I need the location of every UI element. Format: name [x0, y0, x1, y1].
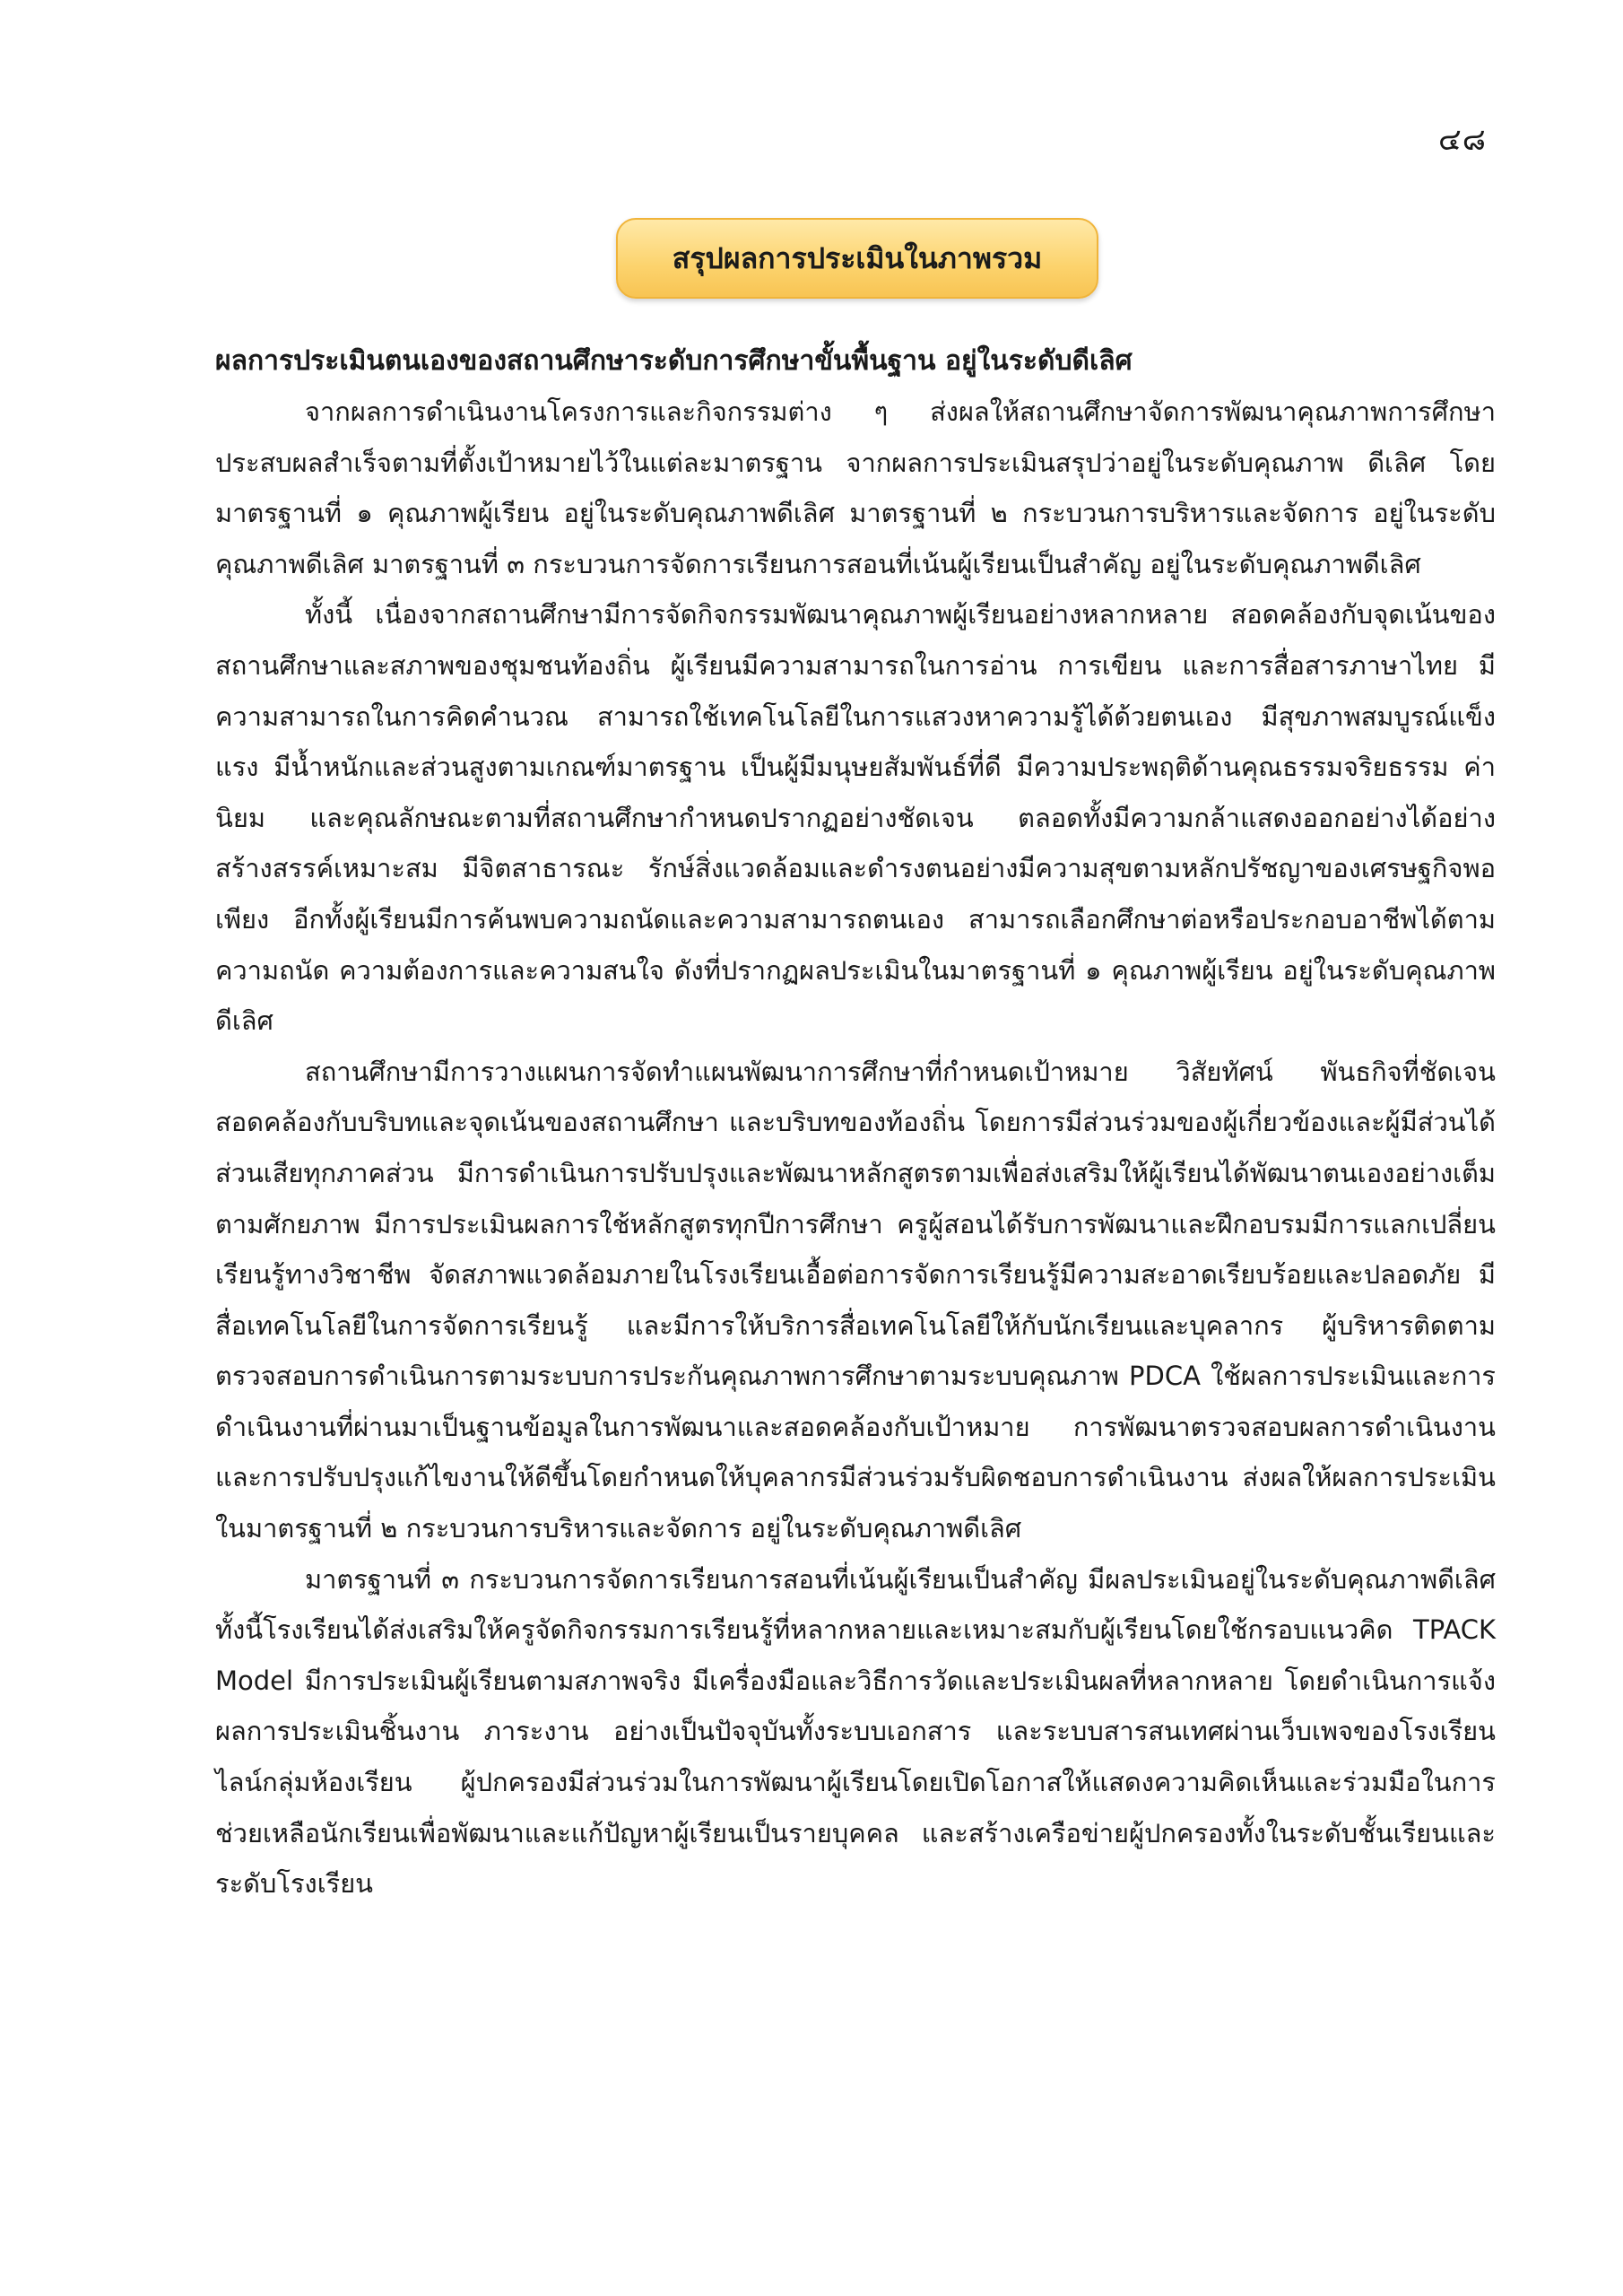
section-title-banner [616, 218, 1098, 299]
document-body [215, 336, 1496, 1909]
summary-heading: ผลการประเมินตนเองของสถานศึกษาระดับการศึกษาขั้นพื้นฐาน อยู่ในระดับดีเลิศ [215, 345, 1133, 377]
paragraph-standard-1: ทั้งนี้ เนื่องจากสถานศึกษามีการจัดกิจกรรมพัฒนาคุณภาพผู้เรียนอย่างหลากหลาย สอดคล้องกับจุดเน้นของสถานศึกษาและสภาพของชุมชนท้องถิ่น ผู้เรียนมีความสามารถในการอ่าน การเขียน และการสื่อสารภาษาไทย มีความสามารถในการคิดคำนวณ สามารถใช้เทคโนโลยีในการแสวงหาความรู้ได้ด้วยตนเอง มีสุขภาพสมบูรณ์แข็งแรง มีน้ำหนักและส่วนสูงตามเกณฑ์มาตรฐาน เป็นผู้มีมนุษยสัมพันธ์ที่ดี มีความประพฤติด้านคุณธรรมจริยธรรม ค่านิยม และคุณลักษณะตามที่สถานศึกษากำหนดปรากฏอย่างชัดเจน ตลอดทั้งมีความกล้าแสดงออกอย่างได้อย่างสร้างสรรค์เหมาะสม มีจิตสาธารณะ รักษ์สิ่งแวดล้อมและดำรงตนอย่างมีความสุขตามหลักปรัชญาของเศรษฐกิจพอเพียง อีกทั้งผู้เรียนมีการค้นพบความถนัดและความสามารถตนเอง สามารถเลือกศึกษาต่อหรือประกอบอาชีพได้ตามความถนัด ความต้องการและความสนใจ ดังที่ปรากฏผลประเมินในมาตรฐานที่ ๑ คุณภาพผู้เรียน อยู่ในระดับคุณภาพดีเลิศ [215, 599, 1496, 1037]
page-number: ๔๘ [1438, 122, 1487, 158]
section-title: สรุปผลการประเมินในภาพรวม [672, 240, 1043, 275]
paragraph-standard-3: มาตรฐานที่ ๓ กระบวนการจัดการเรียนการสอนที่เน้นผู้เรียนเป็นสำคัญ มีผลประเมินอยู่ในระดับคุณภาพดีเลิศ ทั้งนี้โรงเรียนได้ส่งเสริมให้ครูจัดกิจกรรมการเรียนรู้ที่หลากหลายและเหมาะสมกับผู้เรียนโดยใช้กรอบแนวคิด TPACK Model มีการประเมินผู้เรียนตามสภาพจริง มีเครื่องมือและวิธีการวัดและประเมินผลที่หลากหลาย โดยดำเนินการแจ้งผลการประเมินชิ้นงาน ภาระงาน อย่างเป็นปัจจุบันทั้งระบบเอกสาร และระบบสารสนเทศผ่านเว็บเพจของโรงเรียน ไลน์กลุ่มห้องเรียน ผู้ปกครองมีส่วนร่วมในการพัฒนาผู้เรียนโดยเปิดโอกาสให้แสดงความคิดเห็นและร่วมมือในการช่วยเหลือนักเรียนเพื่อพัฒนาและแก้ปัญหาผู้เรียนเป็นรายบุคคล และสร้างเครือข่ายผู้ปกครองทั้งในระดับชั้นเรียนและระดับโรงเรียน [215, 1563, 1496, 1900]
paragraph-overview: จากผลการดำเนินงานโครงการและกิจกรรมต่าง ๆ ส่งผลให้สถานศึกษาจัดการพัฒนาคุณภาพการศึกษาประสบผลสำเร็จตามที่ตั้งเป้าหมายไว้ในแต่ละมาตรฐาน จากผลการประเมินสรุปว่าอยู่ในระดับคุณภาพ ดีเลิศ โดยมาตรฐานที่ ๑ คุณภาพผู้เรียน อยู่ในระดับคุณภาพดีเลิศ มาตรฐานที่ ๒ กระบวนการบริหารและจัดการ อยู่ในระดับคุณภาพดีเลิศ มาตรฐานที่ ๓ กระบวนการจัดการเรียนการสอนที่เน้นผู้เรียนเป็นสำคัญ อยู่ในระดับคุณภาพดีเลิศ [215, 396, 1496, 579]
paragraph-standard-2: สถานศึกษามีการวางแผนการจัดทำแผนพัฒนาการศึกษาที่กำหนดเป้าหมาย วิสัยทัศน์ พันธกิจที่ชัดเจนสอดคล้องกับบริบทและจุดเน้นของสถานศึกษา และบริบทของท้องถิ่น โดยการมีส่วนร่วมของผู้เกี่ยวข้องและผู้มีส่วนได้ส่วนเสียทุกภาคส่วน มีการดำเนินการปรับปรุงและพัฒนาหลักสูตรตามเพื่อส่งเสริมให้ผู้เรียนได้พัฒนาตนเองอย่างเต็มตามศักยภาพ มีการประเมินผลการใช้หลักสูตรทุกปีการศึกษา ครูผู้สอนได้รับการพัฒนาและฝึกอบรมมีการแลกเปลี่ยนเรียนรู้ทางวิชาชีพ จัดสภาพแวดล้อมภายในโรงเรียนเอื้อต่อการจัดการเรียนรู้มีความสะอาดเรียบร้อยและปลอดภัย มีสื่อเทคโนโลยีในการจัดการเรียนรู้ และมีการให้บริการสื่อเทคโนโลยีให้กับนักเรียนและบุคลากร ผู้บริหารติดตาม ตรวจสอบการดำเนินการตามระบบการประกันคุณภาพการศึกษาตามระบบคุณภาพ PDCA ใช้ผลการประเมินและการดำเนินงานที่ผ่านมาเป็นฐานข้อมูลในการพัฒนาและสอดคล้องกับเป้าหมาย การพัฒนาตรวจสอบผลการดำเนินงาน และการปรับปรุงแก้ไขงานให้ดีขึ้นโดยกำหนดให้บุคลากรมีส่วนร่วมรับผิดชอบการดำเนินงาน ส่งผลให้ผลการประเมินในมาตรฐานที่ ๒ กระบวนการบริหารและจัดการ อยู่ในระดับคุณภาพดีเลิศ [215, 1056, 1496, 1544]
